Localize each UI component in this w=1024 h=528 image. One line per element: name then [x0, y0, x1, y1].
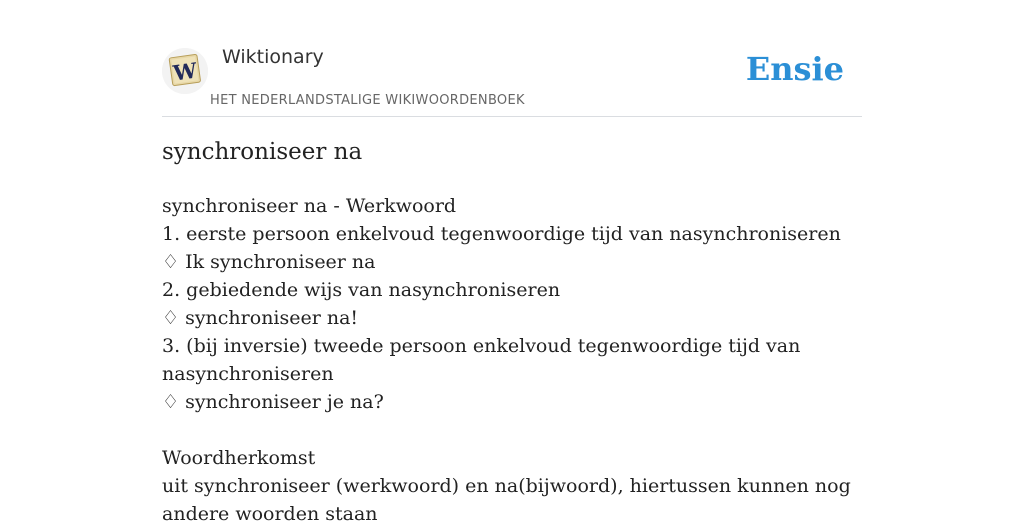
svg-text:W: W [171, 57, 199, 86]
word-type-line: synchroniseer na - Werkwoord [162, 195, 457, 217]
page-card [162, 0, 862, 525]
etymology-text: uit synchroniseer (werkwoord) en na(bijwoord), hiertussen kunnen nog andere woorden staan [162, 475, 851, 525]
page-title: synchroniseer na [162, 139, 363, 165]
example-line: ♢ Ik synchroniseer na [162, 251, 376, 273]
example-line: ♢ synchroniseer na! [162, 307, 359, 329]
site-header [162, 0, 862, 117]
etymology-heading: Woordherkomst [162, 447, 316, 469]
ensie-brand-link[interactable]: Ensie [745, 50, 844, 88]
definition-line: 3. (bij inversie) tweede persoon enkelvoud tegenwoordige tijd van nasynchroniseren [162, 335, 801, 385]
site-subtitle: HET NEDERLANDSTALIGE WIKIWOORDENBOEK [210, 93, 525, 108]
example-line: ♢ synchroniseer je na? [162, 391, 384, 413]
definition-line: 2. gebiedende wijs van nasynchroniseren [162, 279, 561, 301]
definition-content [162, 192, 862, 528]
wiktionary-logo-icon[interactable] [162, 48, 208, 94]
spacer [162, 416, 862, 444]
definition-line: 1. eerste persoon enkelvoud tegenwoordige tijd van nasynchroniseren [162, 223, 841, 245]
site-name[interactable]: Wiktionary [222, 46, 324, 68]
